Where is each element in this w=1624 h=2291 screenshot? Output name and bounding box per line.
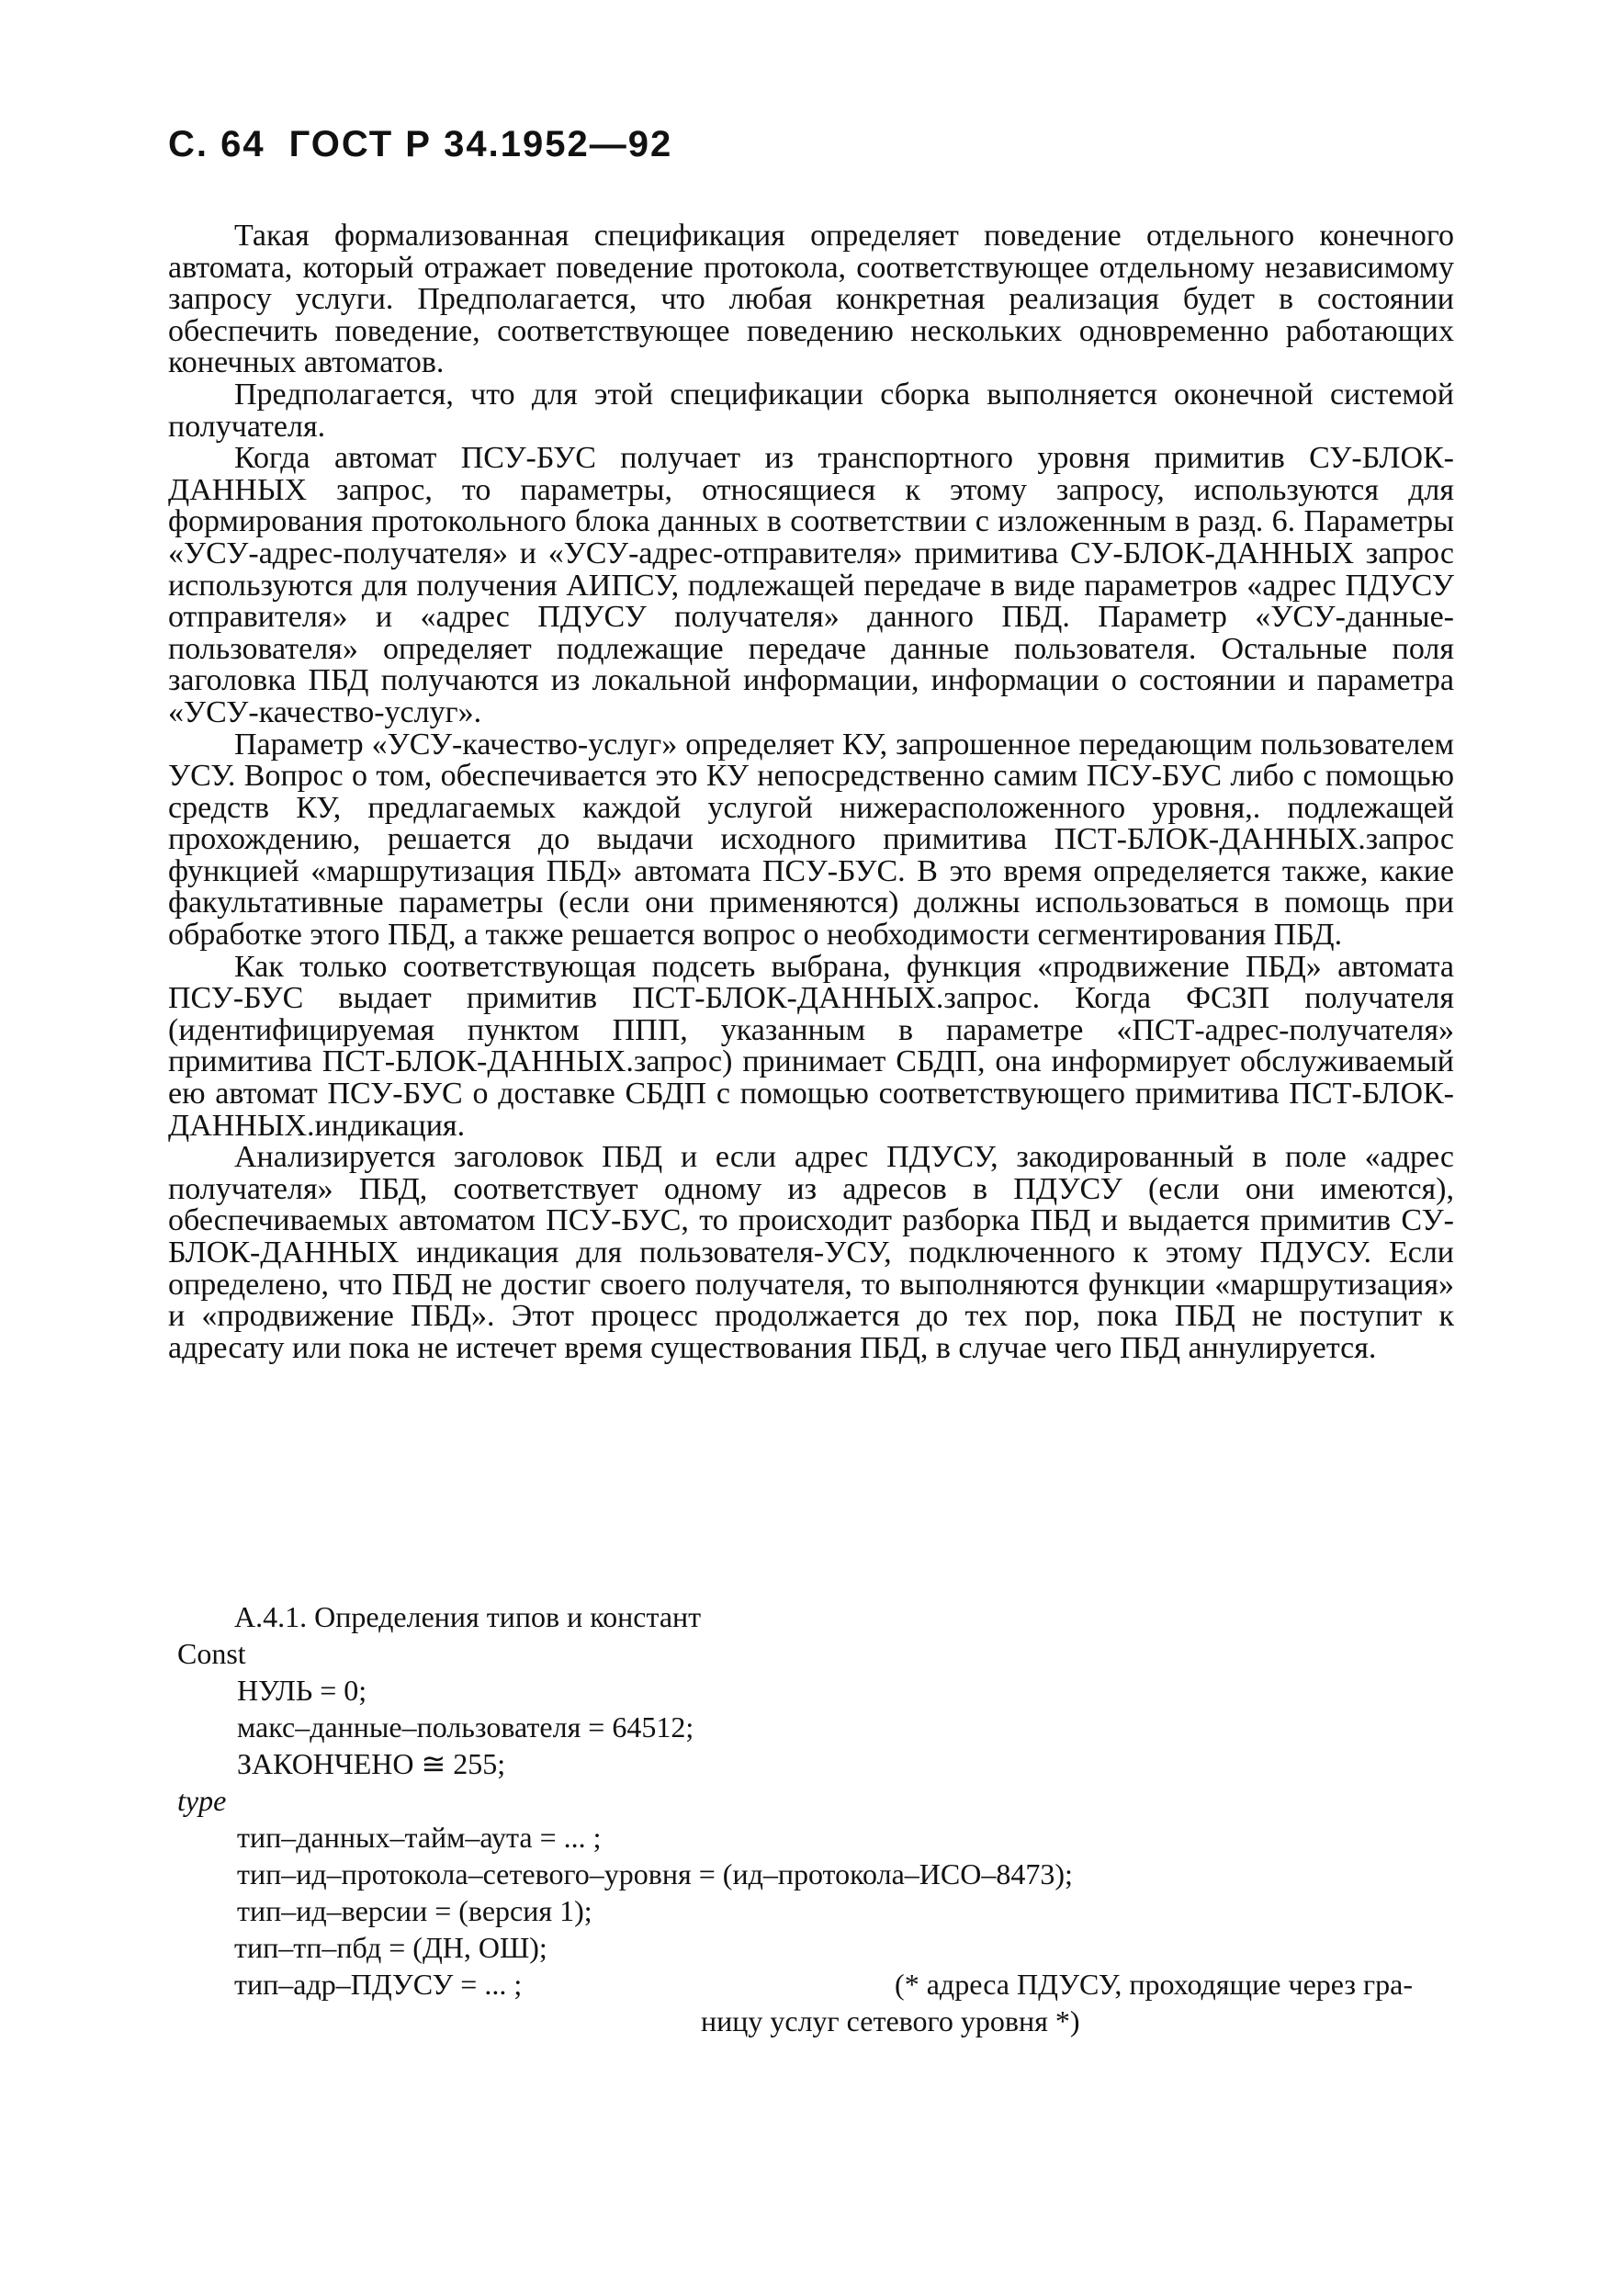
code-line: тип–тп–пбд = (ДН, ОШ); xyxy=(234,1931,547,1964)
body-text xyxy=(168,220,1454,1364)
code-line: макс–данные–пользователя = 64512; xyxy=(237,1710,694,1744)
type-keyword: type xyxy=(177,1784,227,1817)
standard-title: ГОСТ Р 34.1952—92 xyxy=(288,124,673,164)
code-line: НУЛЬ = 0; xyxy=(237,1674,367,1707)
type-definitions xyxy=(168,1598,1454,2039)
paragraph: Параметр «УСУ-качество-услуг» определяет КУ, запрошенное передающим пользователем УСУ. Вопрос о том, обеспечивается это КУ непосредственно самим ПСУ-БУС либо с помощью средств КУ, предлагаемых каждой услугой нижерасположенного уровня,. подлежащей прохождению, решается до выдачи исходного примитива ПСТ-БЛОК-ДАННЫХ.запрос функцией «маршрутизация ПБД» автомата ПСУ-БУС. В это время определяется также, какие факультативные параметры (если они применяются) должны использоваться в помощь при обработке этого ПБД, а также решается вопрос о необходимости сегментирования ПБД. xyxy=(168,727,1454,953)
paragraph: Предполагается, что для этой спецификации сборка выполняется оконечной системой получателя. xyxy=(168,377,1454,444)
paragraph: Как только соответствующая подсеть выбрана, функция «продвижение ПБД» автомата ПСУ-БУС выдает примитив ПСТ-БЛОК-ДАННЫХ.запрос. Когда ФСЗП получателя (идентифицируемая пунктом ППП, указанным в параметре «ПСТ-адрес-получателя» примитива ПСТ-БЛОК-ДАННЫХ.запрос) принимает СБДП, она информирует обслуживаемый ею автомат ПСУ-БУС о доставке СБДП с помощью соответствующего примитива ПСТ-БЛОК-ДАННЫХ.индикация. xyxy=(168,949,1454,1143)
code-line: тип–данных–тайм–аута = ... ; xyxy=(237,1821,602,1854)
page-number: С. 64 xyxy=(168,124,265,164)
paragraph: Когда автомат ПСУ-БУС получает из транспортного уровня примитив СУ-БЛОК-ДАННЫХ запрос, то параметры, относящиеся к этому запросу, используются для формирования протокольного блока данных в соответствии с изложенным в разд. 6. Параметры «УСУ-адрес-получателя» и «УСУ-адрес-отправителя» примитива СУ-БЛОК-ДАННЫХ запрос используются для получения АИПСУ, подлежащей передаче в виде параметров «адрес ПДУСУ отправителя» и «адрес ПДУСУ получателя» данного ПБД. Параметр «УСУ-данные-пользователя» определяет подлежащие передаче данные пользователя. Остальные поля заголовка ПБД получаются из локальной информации, информации о состоянии и параметра «УСУ-качество-услуг». xyxy=(168,441,1454,729)
paragraph: Анализируется заголовок ПБД и если адрес ПДУСУ, закодированный в поле «адрес получателя» ПБД, соответствует одному из адресов в ПДУСУ (если они имеются), обеспечиваемых автоматом ПСУ-БУС, то происходит разборка ПБД и выдается примитив СУ-БЛОК-ДАННЫХ индикация для пользователя-УСУ, подключенного к этому ПДУСУ. Если определено, что ПБД не достиг своего получателя, то выполняются функции «маршрутизация» и «продвижение ПБД». Этот процесс продолжается до тех пор, пока ПБД не поступит к адресату или пока не истечет время существования ПБД, в случае чего ПБД аннулируется. xyxy=(168,1140,1454,1365)
comment-line: (* адреса ПДУСУ, проходящие через гра- xyxy=(895,1968,1413,2001)
code-comment xyxy=(701,1966,1413,2039)
code-line: тип–ид–протокола–сетевого–уровня = (ид–протокола–ИСО–8473); xyxy=(237,1857,1073,1890)
code-line: тип–ид–версии = (версия 1); xyxy=(237,1894,592,1927)
section-heading: А.4.1. Определения типов и констант xyxy=(234,1600,702,1633)
code-line: ЗАКОНЧЕНО ≅ 255; xyxy=(237,1747,506,1780)
comment-line: ницу услуг сетевого уровня *) xyxy=(701,2004,1080,2037)
const-keyword: Const xyxy=(177,1637,246,1670)
paragraph: Такая формализованная спецификация определяет поведение отдельного конечного автомата, который отражает поведение протокола, соответствующее отдельному независимому запросу услуги. Предполагается, что любая конкретная реализация будет в состоянии обеспечить поведение, соответствующее поведению нескольких одновременно работающих конечных автоматов. xyxy=(168,219,1454,380)
code-line: тип–адр–ПДУСУ = ... ; xyxy=(234,1968,523,2001)
code-line-with-comment xyxy=(168,1966,1454,2039)
page-header xyxy=(168,124,696,165)
